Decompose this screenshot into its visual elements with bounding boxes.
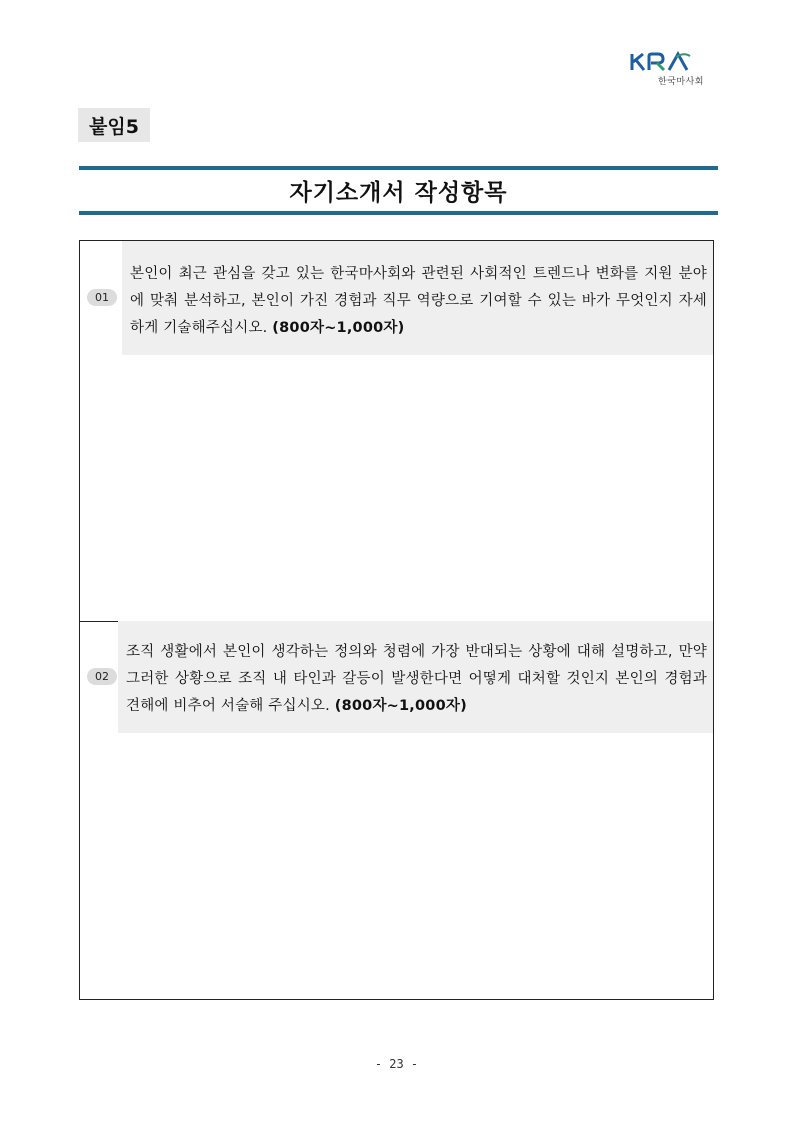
kra-logo-mark bbox=[628, 50, 720, 76]
logo-subtitle: 한국마사회 bbox=[658, 77, 704, 87]
character-limit: (800자~1,000자) bbox=[272, 320, 405, 336]
question-section-2 bbox=[80, 621, 713, 999]
question-body: 조직 생활에서 본인이 생각하는 정의와 청렴에 가장 반대되는 상황에 대해 설명하고, 만약 그러한 상황으로 조직 내 타인과 갈등이 발생한다면 어떻게 대처할 것인지 본인의 경험과 견해에 비추어 서술해 주십시오. bbox=[126, 644, 707, 714]
question-number-badge: 02 bbox=[87, 668, 117, 685]
essay-table bbox=[79, 240, 714, 1000]
page-number: - 23 - bbox=[374, 1057, 419, 1071]
question-body: 본인이 최근 관심을 갖고 있는 한국마사회와 관련된 사회적인 트렌드나 변화를 지원 분야에 맞춰 분석하고, 본인이 가진 경험과 직무 역량으로 기여할 수 있는 바가 무엇인지 자세하게 기술해주십시오. bbox=[130, 266, 707, 336]
question-prompt bbox=[118, 621, 713, 733]
question-prompt bbox=[122, 241, 713, 355]
question-section-1 bbox=[80, 241, 713, 622]
kra-logo bbox=[628, 50, 720, 90]
attachment-label: 붙임5 bbox=[78, 108, 150, 142]
question-text bbox=[126, 639, 707, 720]
answer-area-1[interactable] bbox=[80, 355, 713, 621]
question-text bbox=[130, 261, 707, 342]
question-number-badge: 01 bbox=[87, 289, 117, 306]
answer-area-2[interactable] bbox=[80, 733, 713, 999]
title-rule-bottom bbox=[79, 211, 718, 215]
character-limit: (800자~1,000자) bbox=[334, 698, 467, 714]
page-title: 자기소개서 작성항목 bbox=[289, 180, 508, 206]
